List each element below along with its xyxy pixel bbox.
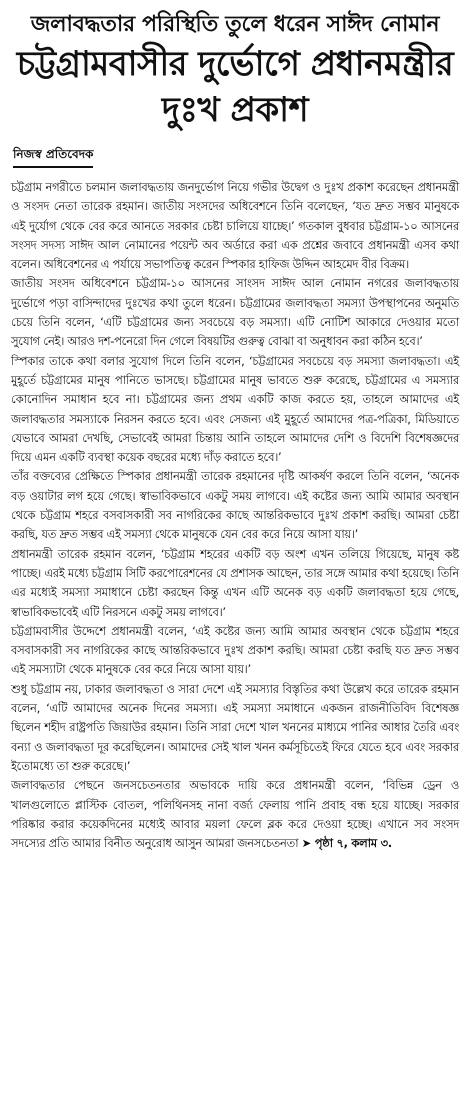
paragraph-6: চট্টগ্রামবাসীর উদ্দেশে প্রধানমন্ত্রী বলেন, ‘এই কষ্টের জন্য আমি আমার অবস্থান থেকে চট্টগ্রাম শহরে বসবাসকারী সব নাগরিকের কাছে আন্তরিকভাবে দুঃখ প্রকাশ করছি। আমরা চেষ্টা করছি যত দ্রুত সম্ভব এই সমস্যাটা থেকে মানুষকে বের করে নিয়ে আসা যায়।’ <box>11 623 459 677</box>
paragraph-1: চট্টগ্রাম নগরীতে চলমান জলাবদ্ধতায় জনদুর্ভোগ নিয়ে গভীর উদ্বেগ ও দুঃখ প্রকাশ করেছেন প্রধানমন্ত্রী ও সংসদ নেতা তারেক রহমান। জাতীয় সংসদের অধিবেশনে তিনি বলেছেন, ‘যত দ্রুত সম্ভব মানুষকে এই দুর্যোগ থেকে বের করে আনতে সরকার চেষ্টা চালিয়ে যাচ্ছে।’ গতকাল বুধবার চট্টগ্রাম-১০ আসনের সংসদ সদস্য সাঈদ আল নোমানের পয়েন্ট অব অর্ডারে করা এক প্রশ্নের জবাবে প্রধানমন্ত্রী এসব কথা বলেন। অধিবেশনের এ পর্যায়ে সভাপতিত্ব করেন স্পিকার হাফিজ উদ্দিন আহমেদ বীর বিক্রম। <box>11 180 459 272</box>
paragraph-3: স্পিকার তাকে কথা বলার সুযোগ দিলে তিনি বলেন, ‘চট্টগ্রামের সবচেয়ে বড় সমস্যা জলাবদ্ধতা। এই মুহূর্তে চট্টগ্রামের মানুষ পানিতে ভাসছে। চট্টগ্রামের মানুষ ভাবতে শুরু করেছে, চট্টগ্রামের এ সমস্যার কোনোদিন সমাধান হবে না। চট্টগ্রামের জন্য প্রথম একটি কাজ করতে হয়, তাহলে আমাদের এই জলাবদ্ধতার সমস্যাকে নিরসন করতে হবে। এবং সেজন্য এই মুহূর্তে আমাদের পত্র-পত্রিকা, মিডিয়াতে যেভাবে আমরা দেখছি, সেভাবেই আমরা চিন্তায় আনি তাহলে আমাদের দেশি ও বিদেশি বিশেষজ্ঞদের দিয়ে এমন একটি ব্যবস্থা কয়েক বছরের মধ্যে দাঁড় করাতে হবে।’ <box>11 353 459 465</box>
article-body <box>11 178 459 853</box>
paragraph-2: জাতীয় সংসদ অধিবেশনে চট্টগ্রাম-১০ আসনের সাংসদ সাঈদ আল নোমান নগরের জলাবদ্ধতায় দুর্ভোগে পড়া বাসিন্দাদের দুঃখের কথা তুলে ধরেন। চট্টগ্রামের জলাবদ্ধতা সমস্যা উপস্থাপনের অনুমতি চেয়ে তিনি বলেন, ‘এটি চট্টগ্রামের জন্য সবচেয়ে বড় সমস্যা। এটি নোটিশ আকারে দেওয়ার মতো সুযোগ নেই। আরও দশ-পনেরো দিন গেলে বিষয়টির গুরুত্ব বোঝা বা অনুধাবন করা কঠিন হবে।’ <box>11 276 459 349</box>
paragraph-7: শুধু চট্টগ্রাম নয়, ঢাকার জলাবদ্ধতা ও সারা দেশে এই সমস্যার বিস্তৃতির কথা উল্লেখ করে তারেক রহমান বলেন, ‘এটি আমাদের অনেক দিনের সমস্যা। এই সমস্যা সমাধানে একজন রাজনীতিবিদ বিশেষজ্ঞ ছিলেন শহীদ রাষ্ট্রপতি জিয়াউর রহমান। তিনি সারা দেশে খাল খননের মাধ্যমে পানির আধার তৈরি এবং বন্যা ও জলাবদ্ধতা দূর করেছিলেন। আমাদের সেই খাল খনন কর্মসূচিতেই ফিরে যেতে হবে এবং সরকার ইতোমধ্যে তা শুরু করেছে।’ <box>11 681 459 773</box>
paragraph-8-text: জলাবদ্ধতার পেছনে জনসচেতনতার অভাবকে দায়ি করে প্রধানমন্ত্রী বলেন, ‘বিভিন্ন ড্রেন ও খালগুলোতে প্লাস্টিক বোতল, পলিথিনসহ নানা বর্জ্য ফেলায় পানি প্রবাহ বন্ধ হয়ে যাচ্ছে। সরকার পরিষ্কার করার কয়েকদিনের মধ্যেই আবার ময়লা ফেলে ব্লক করে দেওয়া হচ্ছে। এখানে সব সংসদ সদস্যের প্রতি আমার বিনীত অনুরোধ আসুন আমরা জনসচেতনতা <box>11 778 459 851</box>
paragraph-8 <box>11 776 459 853</box>
kicker-headline: জলাবদ্ধতার পরিস্থিতি তুলে ধরেন সাঈদ নোমান <box>30 12 440 37</box>
continuation-note: ➤ পৃষ্ঠা ৭, কলাম ৩. <box>301 836 392 851</box>
main-headline: চট্টগ্রামবাসীর দুর্ভোগে প্রধানমন্ত্রীর দুঃখ প্রকাশ <box>16 44 454 130</box>
paragraph-4: তাঁর বক্তব্যের প্রেক্ষিতে স্পিকার প্রধানমন্ত্রী তারেক রহমানের দৃষ্টি আকর্ষণ করলে তিনি বলেন, ‘অনেক বড় ওয়াটার লগ হয়ে গেছে। স্বাভাবিকভাবে একটু সময় লাগবে। এই কষ্টের জন্য আমি আমার অবস্থান থেকে চট্টগ্রাম শহরে বসবাসকারী সব নাগরিকের কাছে আন্তরিকভাবে দুঃখ প্রকাশ করছি। আমরা চেষ্টা করছি, যত দ্রুত সম্ভব এই সমস্যা থেকে মানুষকে যেন বের করে নিয়ে আসা যায়।’ <box>11 469 459 542</box>
byline: নিজস্ব প্রতিবেদক <box>13 146 93 168</box>
paragraph-5: প্রধানমন্ত্রী তারেক রহমান বলেন, ‘চট্টগ্রাম শহরের একটি বড় অংশ এখন তলিয়ে গিয়েছে, মানুষ কষ্ট পাচ্ছে। এরই মধ্যে চট্টগ্রাম সিটি করপোরেশনের যে প্রশাসক আছেন, তার সঙ্গে আমার কথা হয়েছে। তিনি এর মধ্যেই সমস্যা সমাধানে চেষ্টা করছেন কিন্তু এখন এটি অনেক বড় একটি জলাবদ্ধতা হয়ে গেছে, স্বাভাবিকভাবেই এটি নিরসনে একটু সময় লাগবে।’ <box>11 546 459 619</box>
